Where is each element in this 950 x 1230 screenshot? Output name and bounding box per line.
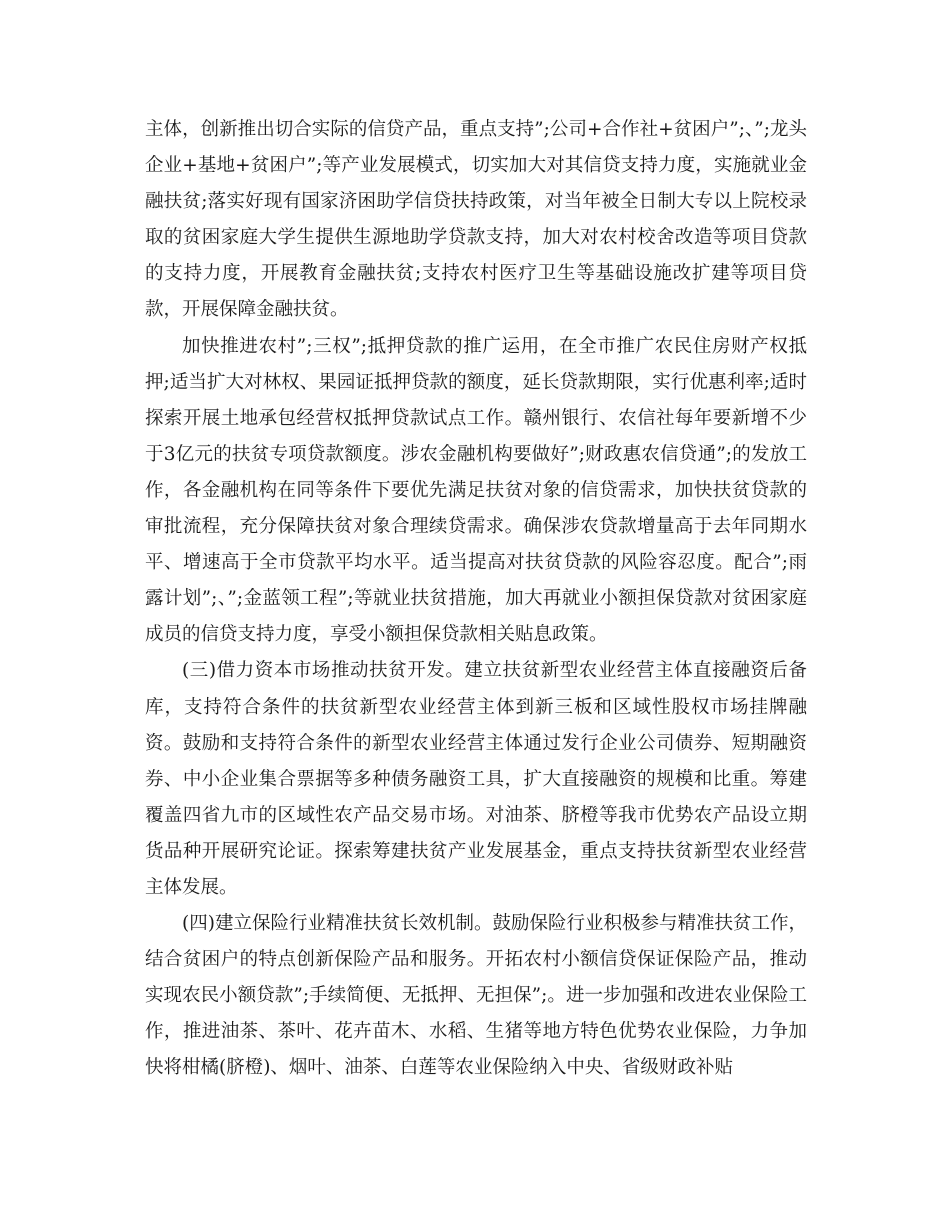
paragraph-rural-mortgage-loans: 加快推进农村”;三权”;抵押贷款的推广运用，在全市推广农民住房财产权抵押;适当扩大对林权、果园证抵押贷款的额度，延长贷款期限，实行优惠利率;适时探索开展土地承包经营权抵押贷款试点工作。赣州银行、农信社每年要新增不少于3亿元的扶贫专项贷款额度。涉农金融机构要做好”;财政惠农信贷通”;的发放工作，各金融机构在同等条件下要优先满足扶贫对象的信贷需求，加快扶贫贷款的审批流程，充分保障扶贫对象合理续贷需求。确保涉农贷款增量高于去年同期水平、增速高于全市贷款平均水平。适当提高对扶贫贷款的风险容忍度。配合”;雨露计划”;、”;金蓝领工程”;等就业扶贫措施，加大再就业小额担保贷款对贫困家庭成员的信贷支持力度，享受小额担保贷款相关贴息政策。 [145,335,807,646]
paragraph-capital-market: (三)借力资本市场推动扶贫开发。建立扶贫新型农业经营主体直接融资后备库，支持符合条件的扶贫新型农业经营主体到新三板和区域性股权市场挂牌融资。鼓励和支持符合条件的新型农业经营主体通过发行企业公司债券、短期融资券、中小企业集合票据等多种债务融资工具，扩大直接融资的规模和比重。筹建覆盖四省九市的区域性农产品交易市场。对油茶、脐橙等我市优势农产品设立期货品种开展研究论证。探索筹建扶贫产业发展基金，重点支持扶贫新型农业经营主体发展。 [145,660,807,898]
paragraph-insurance-mechanism: (四)建立保险行业精准扶贫长效机制。鼓励保险行业积极参与精准扶贫工作，结合贫困户的特点创新保险产品和服务。开拓农村小额信贷保证保险产品，推动实现农民小额贷款”;手续简便、无抵押、无担保”;。进一步加强和改进农业保险工作，推进油茶、茶叶、花卉苗木、水稻、生猪等地方特色优势农业保险，力争加快将柑橘(脐橙)、烟叶、油茶、白莲等农业保险纳入中央、省级财政补贴 [145,913,807,1079]
document-body [145,112,807,1087]
paragraph-financial-support-models: 主体，创新推出切合实际的信贷产品，重点支持”;公司+合作社+贫困户”;、”;龙头企业+基地+贫困户”;等产业发展模式，切实加大对其信贷支持力度，实施就业金融扶贫;落实好现有国家济困助学信贷扶持政策，对当年被全日制大专以上院校录取的贫困家庭大学生提供生源地助学贷款支持，加大对农村校舍改造等项目贷款的支持力度，开展教育金融扶贫;支持农村医疗卫生等基础设施改扩建等项目贷款，开展保障金融扶贫。 [145,119,807,321]
